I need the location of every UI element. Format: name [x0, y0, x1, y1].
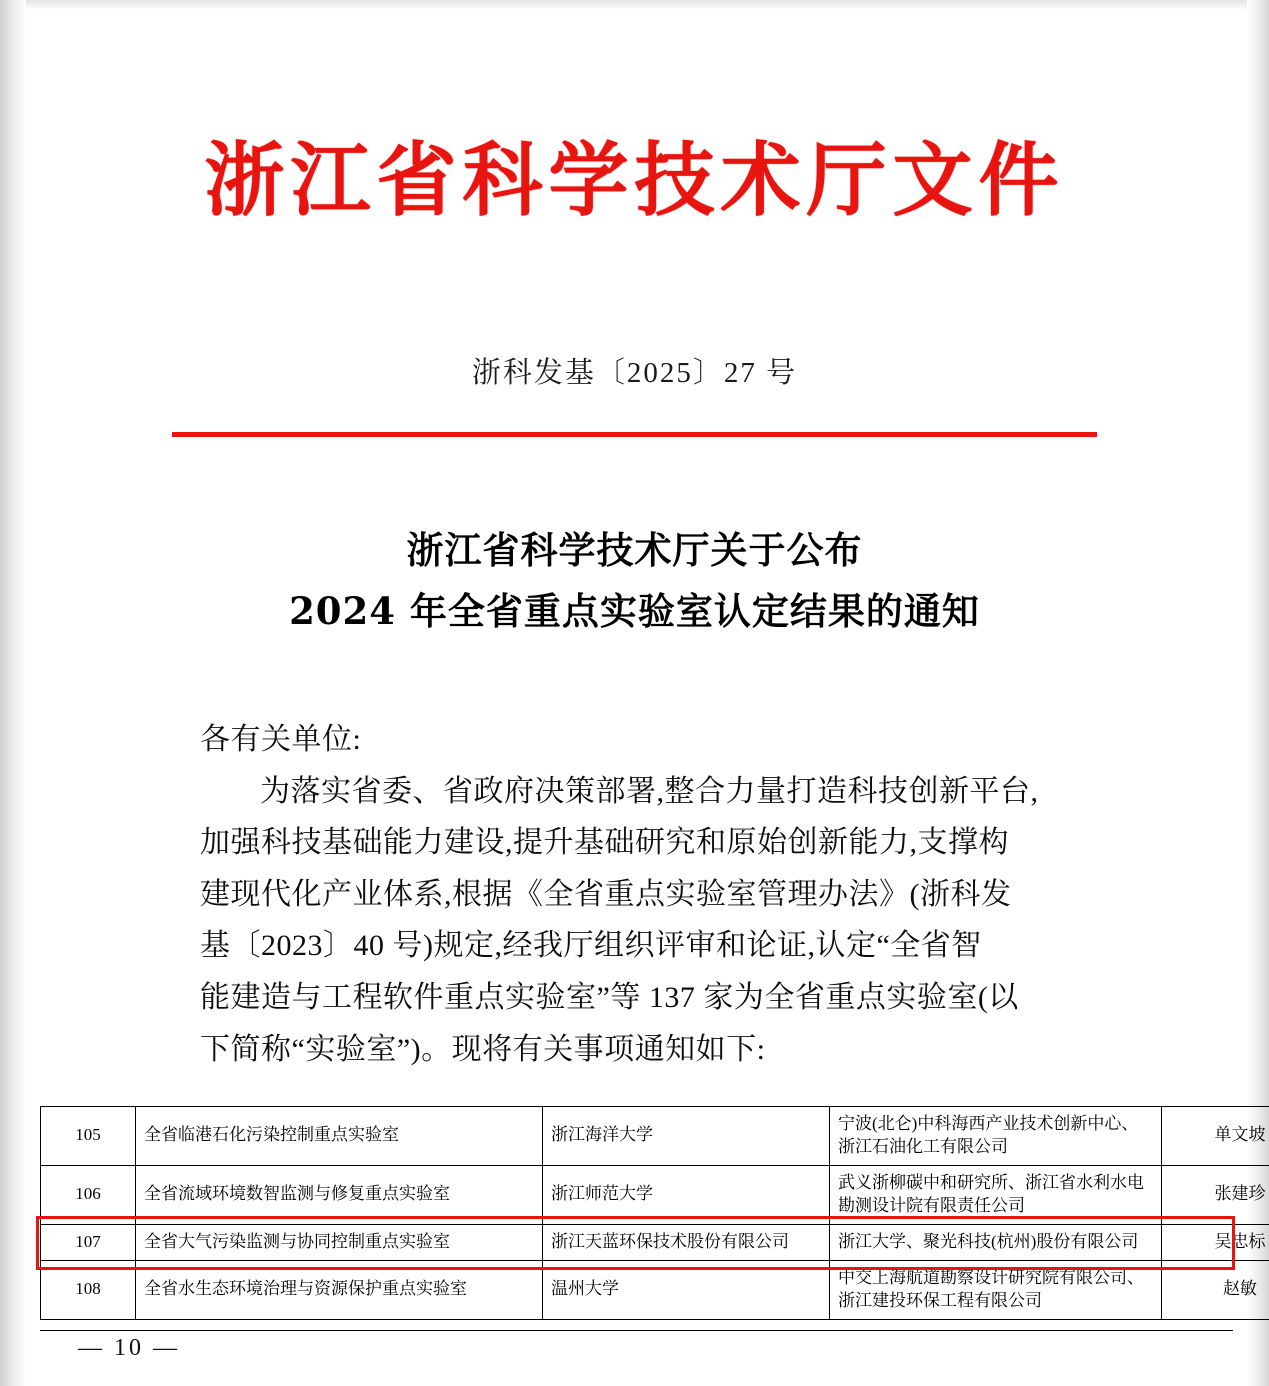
- document-title: 浙江省科学技术厅文件: [204, 133, 1065, 227]
- salutation: 各有关单位:: [200, 723, 362, 756]
- footer-divider: [40, 1330, 1233, 1331]
- table-row: [41, 1107, 1269, 1166]
- headline-line-2: 2024 年全省重点实验室认定结果的通知: [289, 589, 980, 634]
- row-host-unit: 浙江海洋大学: [543, 1107, 830, 1166]
- row-partner-units: 宁波(北仑)中科海西产业技术创新中心、浙江石油化工有限公司: [830, 1107, 1162, 1166]
- scan-edge-top: [0, 0, 1269, 10]
- table-row-highlighted: [41, 1224, 1269, 1260]
- body-line-4: 基〔2023〕40 号)规定,经我厅组织评审和论证,认定“全省智: [200, 929, 982, 963]
- row-number: 107: [41, 1224, 136, 1260]
- document-number: 浙科发基〔2025〕27 号: [471, 357, 798, 389]
- row-leader: 赵敏: [1162, 1260, 1269, 1319]
- table-row: [41, 1260, 1269, 1319]
- body-line-5: 能建造与工程软件重点实验室”等 137 家为全省重点实验室(以: [200, 980, 1019, 1014]
- row-number: 106: [41, 1165, 136, 1224]
- body-line-1: 为落实省委、省政府决策部署,整合力量打造科技创新平台,: [260, 774, 1039, 808]
- row-partner-units: 武义浙柳碳中和研究所、浙江省水利水电勘测设计院有限责任公司: [830, 1165, 1162, 1224]
- row-host-unit: 温州大学: [543, 1260, 830, 1319]
- results-table-wrapper: [40, 1106, 1266, 1320]
- row-host-unit: 浙江师范大学: [543, 1165, 830, 1224]
- row-leader: 单文坡: [1162, 1107, 1269, 1166]
- row-partner-units: 中交上海航道勘察设计研究院有限公司、浙江建投环保工程有限公司: [830, 1260, 1162, 1319]
- row-lab-name: 全省临港石化污染控制重点实验室: [136, 1107, 543, 1166]
- row-leader: 吴忠标: [1162, 1224, 1269, 1260]
- row-lab-name: 全省水生态环境治理与资源保护重点实验室: [136, 1260, 543, 1319]
- body-line-2: 加强科技基础能力建设,提升基础研究和原始创新能力,支撑构: [200, 826, 1009, 860]
- row-number: 105: [41, 1107, 136, 1166]
- results-table: [40, 1106, 1269, 1320]
- red-divider-rule: [172, 432, 1097, 437]
- headline-line-1: 浙江省科学技术厅关于公布: [406, 528, 863, 572]
- row-partner-units: 浙江大学、聚光科技(杭州)股份有限公司: [830, 1224, 1162, 1260]
- notice-headline: [0, 520, 1269, 642]
- row-host-unit: 浙江天蓝环保技术股份有限公司: [543, 1224, 830, 1260]
- row-lab-name: 全省大气污染监测与协同控制重点实验室: [136, 1224, 543, 1260]
- row-number: 108: [41, 1260, 136, 1319]
- body-line-6: 下简称“实验室”)。现将有关事项通知如下:: [200, 1032, 766, 1066]
- row-lab-name: 全省流域环境数智监测与修复重点实验室: [136, 1165, 543, 1224]
- table-row: [41, 1165, 1269, 1224]
- page-number: — 10 —: [78, 1335, 180, 1361]
- body-line-3: 建现代化产业体系,根据《全省重点实验室管理办法》(浙科发: [200, 877, 1012, 911]
- row-leader: 张建珍: [1162, 1165, 1269, 1224]
- notice-body: [200, 714, 1100, 1075]
